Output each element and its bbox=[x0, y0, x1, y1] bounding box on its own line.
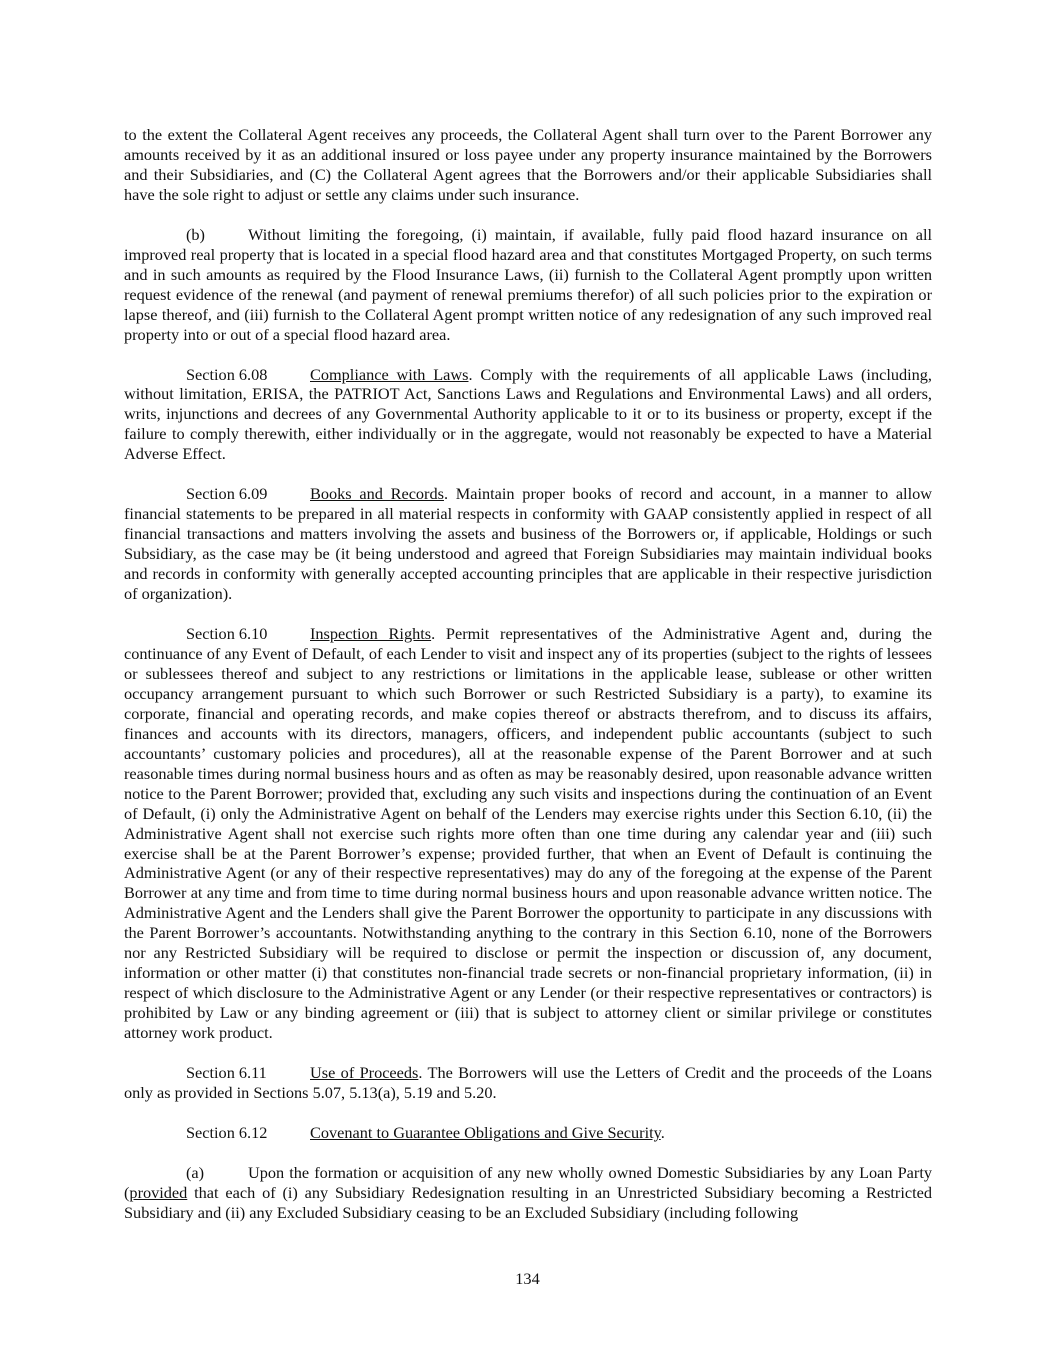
section-6-09-text: . Maintain proper books of record and account, in a manner to allow financial statements to be prepared in all material respects in conformity with GAAP consistently applied in respect of all financial transactions and matters involving the assets and business of the Borrowers or, if applicable, Holdings or such Subsidiary, as the case may be (it being understood and agreed that Foreign Subsidiaries may maintain individual books and records in conformity with generally accepted accounting principles that are applicable in their respective jurisdiction of organization). bbox=[124, 484, 932, 604]
section-6-08-number: Section 6.08 bbox=[186, 364, 268, 384]
paragraph-a bbox=[124, 1163, 932, 1223]
paragraph-a-label: (a) bbox=[186, 1162, 205, 1182]
paragraph-b bbox=[124, 225, 932, 345]
section-6-11-text: . The Borrowers will use the Letters of Credit and the proceeds of the Loans only as provided in Sections 5.07, 5.13(a), 5.19 and 5.20. bbox=[124, 1063, 933, 1102]
paragraph-a-provided: provided bbox=[129, 1182, 188, 1202]
section-6-12-heading: Covenant to Guarantee Obligations and Give Security bbox=[310, 1122, 661, 1142]
section-6-09 bbox=[124, 484, 932, 604]
paragraph-b-label: (b) bbox=[186, 224, 205, 244]
section-6-08 bbox=[124, 365, 932, 465]
section-6-11-heading: Use of Proceeds bbox=[310, 1063, 419, 1083]
section-6-10-text: . Permit representatives of the Administrative Agent and, during the continuance of any Event of Default, of each Lender to visit and inspect any of its properties (subject to the rights of lessees or sublessees thereof and subject to any restrictions or limitations in the applicable lease, sublease or other written occupancy arrangement pursuant to which such Borrower or such Restricted Subsidiary is a party), to examine its corporate, financial and operating records, and make copies thereof or abstracts therefrom, and to discuss its affairs, finances and accounts with its directors, managers, officers, and independent public accountants (subject to such accountants’ customary policies and procedures), all at the reasonable expense of the Parent Borrower and at such reasonable times during normal business hours and as often as may be reasonably desired, upon reasonable advance written notice to the Parent Borrower; provided that, excluding any such visits and inspections during the continuation of an Event of Default, (i) only the Administrative Agent on behalf of the Lenders may exercise rights under this Section 6.10, (ii) the Administrative Agent shall not exercise such rights more often than one time during any calendar year and (iii) such exercise shall be at the Parent Borrower’s expense; provided further, that when an Event of Default is continuing the Administrative Agent (or any of their respective representatives) may do any of the foregoing at the expense of the Parent Borrower at any time and from time to time during normal business hours and upon reasonable advance written notice. The Administrative Agent and the Lenders shall give the Parent Borrower the opportunity to participate in any discussions with the Parent Borrower’s accountants. Notwithstanding anything to the contrary in this Section 6.10, none of the Borrowers nor any Restricted Subsidiary will be required to disclose or permit the inspection or discussion of, any document, information or other matter (i) that constitutes non-financial trade secrets or non-financial proprietary information, (ii) in respect of which disclosure to the Administrative Agent or any Lender (or their respective representatives or contractors) is prohibited by Law or any binding agreement or (iii) that is subject to attorney client or similar privilege or constitutes attorney work product. bbox=[124, 624, 932, 1043]
section-6-08-heading: Compliance with Laws bbox=[310, 364, 469, 384]
paragraph-a-text-1: Upon the formation or acquisition of any new wholly owned Domestic Subsidiaries by any Loan Party ( bbox=[124, 1162, 932, 1202]
section-6-11 bbox=[124, 1063, 932, 1103]
section-6-10-number: Section 6.10 bbox=[186, 624, 268, 644]
paragraph-continuation: to the extent the Collateral Agent receives any proceeds, the Collateral Agent shall turn over to the Parent Borrower any amounts received by it as an additional insured or loss payee under any property insurance maintained by the Borrowers and their Subsidiaries, and (C) the Collateral Agent agrees that the Borrowers and/or their applicable Subsidiaries shall have the sole right to adjust or settle any claims under such insurance. bbox=[124, 125, 932, 204]
section-6-08-text: . Comply with the requirements of all applicable Laws (including, without limitation, ERISA, the PATRIOT Act, Sanctions Laws and Regulations and Environmental Laws) and all orders, writs, injunctions and decrees of any Governmental Authority applicable to it or to its business or property, except if the failure to comply therewith, either individually or in the aggregate, would not reasonably be expected to have a Material Adverse Effect. bbox=[124, 364, 932, 464]
section-6-09-number: Section 6.09 bbox=[186, 484, 268, 504]
document-page bbox=[124, 125, 932, 1243]
section-6-12-number: Section 6.12 bbox=[186, 1122, 268, 1142]
section-6-12-text: . bbox=[660, 1122, 665, 1142]
section-6-09-heading: Books and Records bbox=[310, 484, 444, 504]
section-6-12 bbox=[124, 1123, 932, 1143]
paragraph-b-text: Without limiting the foregoing, (i) maintain, if available, fully paid flood hazard insurance on all improved real property that is located in a special flood hazard area and that constitutes Mortgaged Property, on such terms and in such amounts as required by the Flood Insurance Laws, (ii) furnish to the Collateral Agent promptly upon written request evidence of the renewal (and payment of renewal premiums therefor) of all such policies prior to the expiration or lapse thereof, and (iii) furnish to the Collateral Agent prompt written notice of any redesignation of any such improved real property into or out of a special flood hazard area. bbox=[124, 224, 932, 344]
section-6-10 bbox=[124, 624, 932, 1043]
page-number: 134 bbox=[515, 1269, 540, 1288]
section-6-10-heading: Inspection Rights bbox=[310, 624, 432, 644]
section-6-11-number: Section 6.11 bbox=[186, 1063, 267, 1083]
paragraph-a-text-2: that each of (i) any Subsidiary Redesignation resulting in an Unrestricted Subsidiary becoming a Restricted Subsidiary and (ii) any Excluded Subsidiary ceasing to be an Excluded Subsidiary (including following bbox=[124, 1182, 932, 1222]
